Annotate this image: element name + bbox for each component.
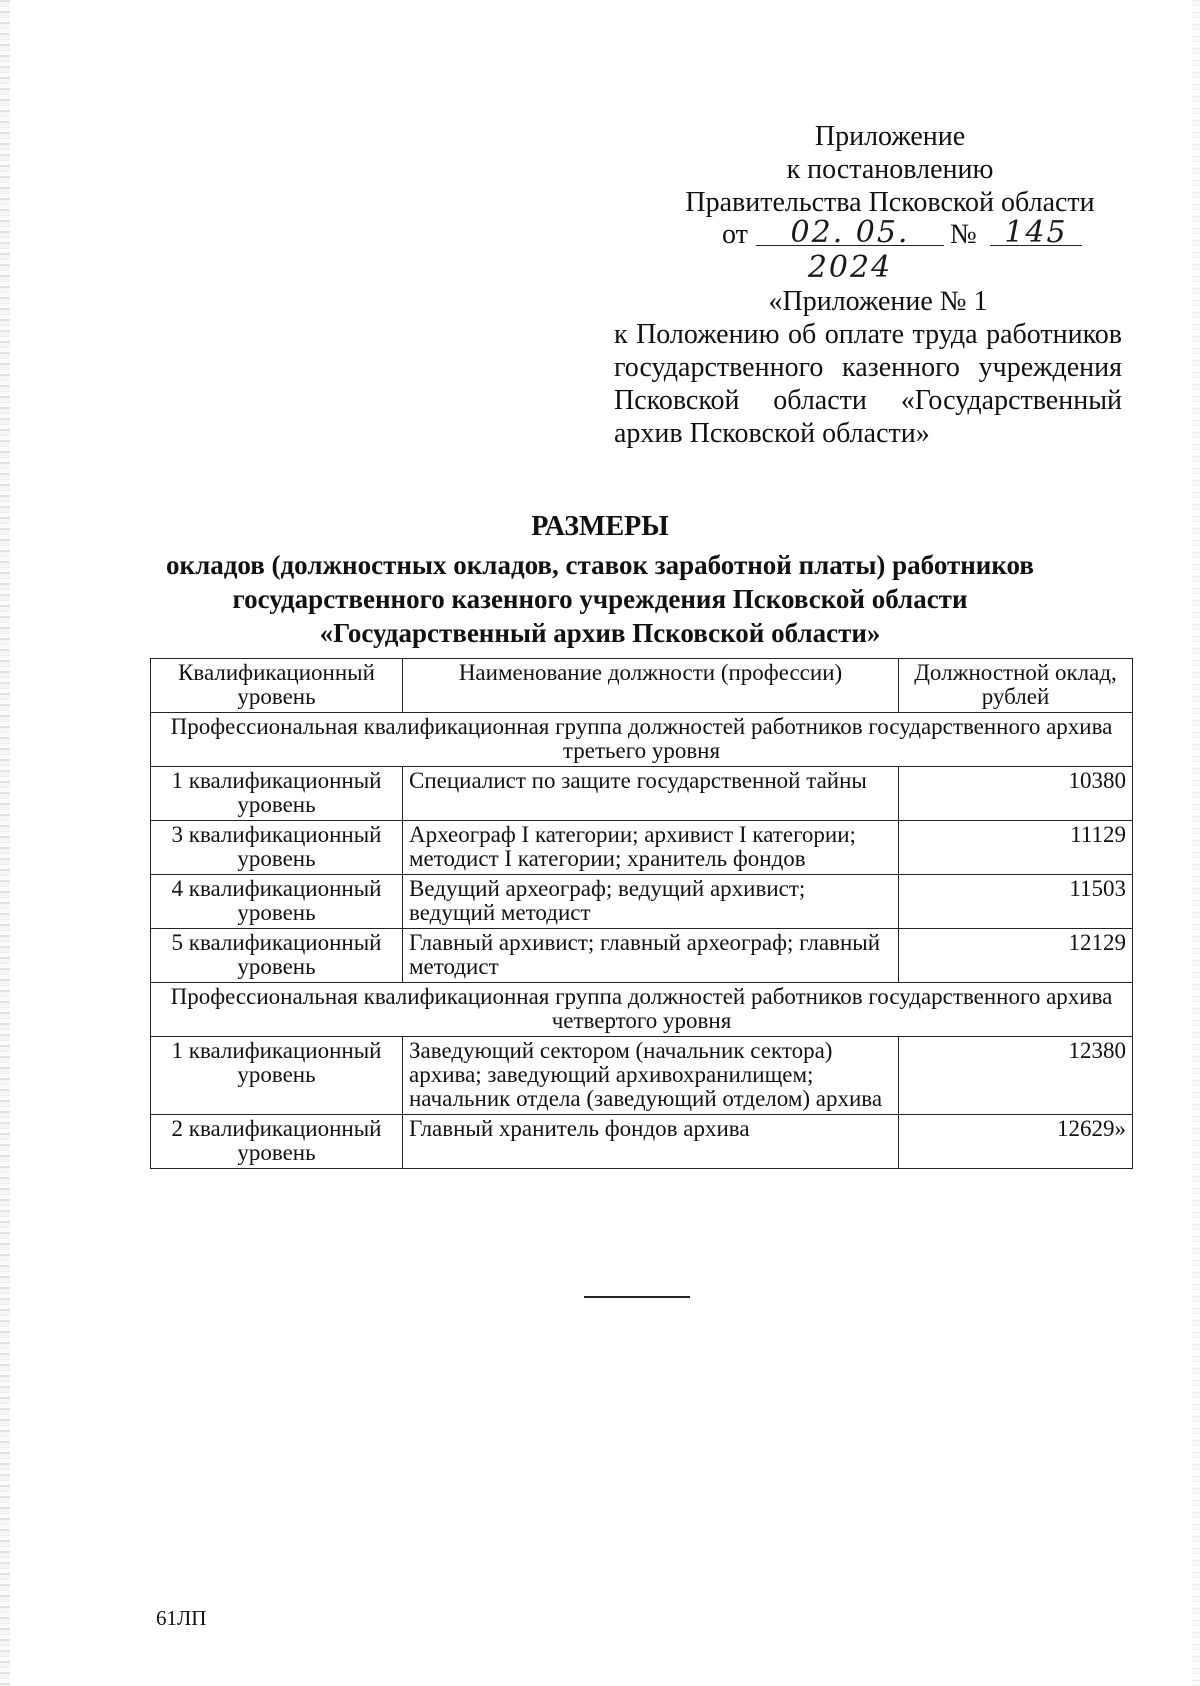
annex-line-5: архив Псковской области» (614, 418, 930, 449)
table-row (151, 767, 1133, 821)
cell-level: 4 квалификационный уровень (151, 875, 403, 929)
cell-position: Специалист по защите государственной тайны (403, 767, 899, 821)
annex-line-1: «Приложение № 1 (768, 286, 988, 317)
header-salary: Должностной оклад, рублей (899, 659, 1133, 713)
cell-position: Археограф I категории; архивист I категории; методист I категории; хранитель фондов (403, 821, 899, 875)
scan-edge-right (1192, 0, 1200, 1686)
document-title (120, 510, 1080, 650)
title-sub-2: государственного казенного учреждения Псковской области (232, 584, 968, 614)
cell-level: 2 квалификационный уровень (151, 1115, 403, 1169)
document-code: 61ЛП (156, 1606, 207, 1630)
title-main: РАЗМЕРЫ (531, 511, 669, 542)
table-row (151, 1115, 1133, 1169)
cell-position: Заведующий сектором (начальник сектора) архива; заведующий архивохранилищем; начальник отдела (заведующий отделом) архива (403, 1037, 899, 1115)
cell-position: Главный хранитель фондов архива (403, 1115, 899, 1169)
header-position: Наименование должности (профессии) (403, 659, 899, 713)
approval-line-3: Правительства Псковской области (685, 187, 1095, 218)
number-prefix: № (950, 219, 977, 250)
approval-line-1: Приложение (814, 121, 966, 152)
cell-salary: 11503 (899, 875, 1133, 929)
annex-line-4: Псковской области «Государственный (614, 385, 1122, 416)
cell-position: Ведущий археограф; ведущий архивист; ведущий методист (403, 875, 899, 929)
cell-position: Главный архивист; главный археограф; главный методист (403, 929, 899, 983)
scan-edge-left (0, 0, 10, 1686)
cell-level: 1 квалификационный уровень (151, 767, 403, 821)
group-row (151, 983, 1133, 1037)
table-row (151, 821, 1133, 875)
table-row (151, 929, 1133, 983)
cell-salary: 12129 (899, 929, 1133, 983)
annex-line-3: государственного казенного учреждения (614, 352, 1122, 383)
cell-level: 1 квалификационный уровень (151, 1037, 403, 1115)
cell-salary: 12629» (899, 1115, 1133, 1169)
end-of-document-rule (584, 1296, 690, 1298)
cell-salary: 12380 (899, 1037, 1133, 1115)
table-row (151, 875, 1133, 929)
date-prefix: от (722, 219, 748, 250)
cell-level: 5 квалификационный уровень (151, 929, 403, 983)
group-title: Профессиональная квалификационная группа должностей работников государственного архива третьего уровня (151, 713, 1133, 767)
handwritten-date: 02. 05. 2024 (756, 215, 944, 246)
approval-line-2: к постановлению (786, 154, 994, 185)
cell-level: 3 квалификационный уровень (151, 821, 403, 875)
group-row (151, 713, 1133, 767)
title-sub-3: «Государственный архив Псковской области» (319, 618, 881, 648)
cell-salary: 11129 (899, 821, 1133, 875)
header-level: Квалификационный уровень (151, 659, 403, 713)
resolution-date-line (722, 215, 1082, 285)
group-title: Профессиональная квалификационная группа должностей работников государственного архива четвертого уровня (151, 983, 1133, 1037)
salary-table (150, 658, 1133, 1169)
title-sub-1: окладов (должностных окладов, ставок заработной платы) работников (166, 550, 1034, 580)
table-header-row (151, 659, 1133, 713)
annex-reference (614, 285, 1122, 450)
table-row (151, 1037, 1133, 1115)
approval-header (660, 120, 1120, 219)
annex-line-2: к Положению об оплате труда работников (614, 319, 1122, 350)
handwritten-number: 145 (990, 215, 1082, 246)
cell-salary: 10380 (899, 767, 1133, 821)
